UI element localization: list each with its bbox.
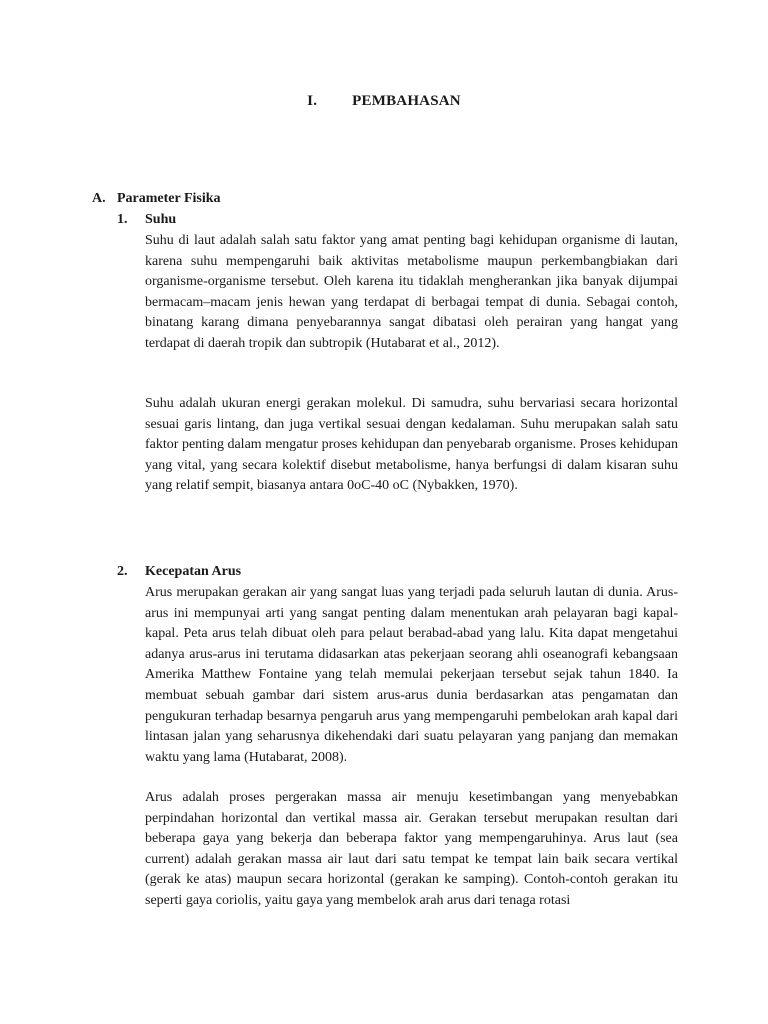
chapter-title: PEMBAHASAN: [352, 93, 461, 109]
paragraph-suhu-1: Suhu di laut adalah salah satu faktor yang amat penting bagi kehidupan organisme di lautan, karena suhu mempengaruhi baik aktivitas metabolisme maupun perkembangbiakan dari organisme-organisme tersebut. Oleh karena itu tidaklah mengherankan jika banyak dijumpai bermacam–macam jenis hewan yang terdapat di berbagai tempat di dunia. Sebagai contoh, binatang karang dimana penyebarannya sangat dibatasi oleh perairan yang hangat yang terdapat di daerah tropik dan subtropik (Hutabarat et al., 2012).: [145, 233, 678, 351]
paragraph-suhu-2: Suhu adalah ukuran energi gerakan molekul. Di samudra, suhu bervariasi secara horizontal sesuai garis lintang, dan juga vertikal sesuai dengan kedalaman. Suhu merupakan salah satu faktor penting dalam mengatur proses kehidupan dan penyebarab organisme. Proses kehidupan yang vital, yang secara kolektif disebut metabolisme, hanya berfungsi di dalam kisaran suhu yang relatif sempit, biasanya antara 0oC-40 oC (Nybakken, 1970).: [145, 396, 678, 494]
section-letter: A.: [92, 191, 106, 206]
subsection-title: Kecepatan Arus: [145, 564, 242, 579]
section-heading: [92, 191, 221, 207]
subsection-heading-suhu: [117, 212, 176, 228]
chapter-number: I.: [307, 93, 318, 109]
paragraph-arus-1: Arus merupakan gerakan air yang sangat luas yang terjadi pada seluruh lautan di dunia. Arus-arus ini mempunyai arti yang sangat penting dalam menentukan arah pelayaran bagi kapal-kapal. Peta arus telah dibuat oleh para pelaut berabad-abad yang lalu. Kita dapat mengetahui adanya arus-arus ini terutama didasarkan atas pekerjaan seorang ahli oseanografi kebangsaan Amerika Matthew Fontaine yang telah memulai pekerjaan tersebut sejak tahun 1840. Ia membuat sebuah gambar dari sistem arus-arus dunia berdasarkan atas pengamatan dan pengukuran terhadap besarnya pengaruh arus yang mempengaruhi pembelokan arah kapal dari lintasan jalan yang seharusnya dikehendaki dari suatu pelayaran yang panjang dan memakan waktu yang lama (Hutabarat, 2008).: [145, 585, 678, 765]
subsection-heading-kecepatan-arus: [117, 564, 241, 580]
subsection-number: 1.: [117, 212, 128, 227]
paragraph-arus-2: Arus adalah proses pergerakan massa air menuju kesetimbangan yang menyebabkan perpindahan horizontal dan vertikal massa air. Gerakan tersebut merupakan resultan dari beberapa gaya yang bekerja dan beberapa faktor yang mempengaruhinya. Arus laut (sea current) adalah gerakan massa air laut dari satu tempat ke tempat lain baik secara vertikal (gerak ke atas) maupun secara horizontal (gerakan ke samping). Contoh-contoh gerakan itu seperti gaya coriolis, yaitu gaya yang membelok arah arus dari tenaga rotasi: [145, 790, 678, 908]
section-title: Parameter Fisika: [117, 191, 221, 206]
subsection-number: 2.: [117, 564, 128, 579]
subsection-title: Suhu: [145, 212, 177, 227]
chapter-heading: [0, 93, 768, 110]
